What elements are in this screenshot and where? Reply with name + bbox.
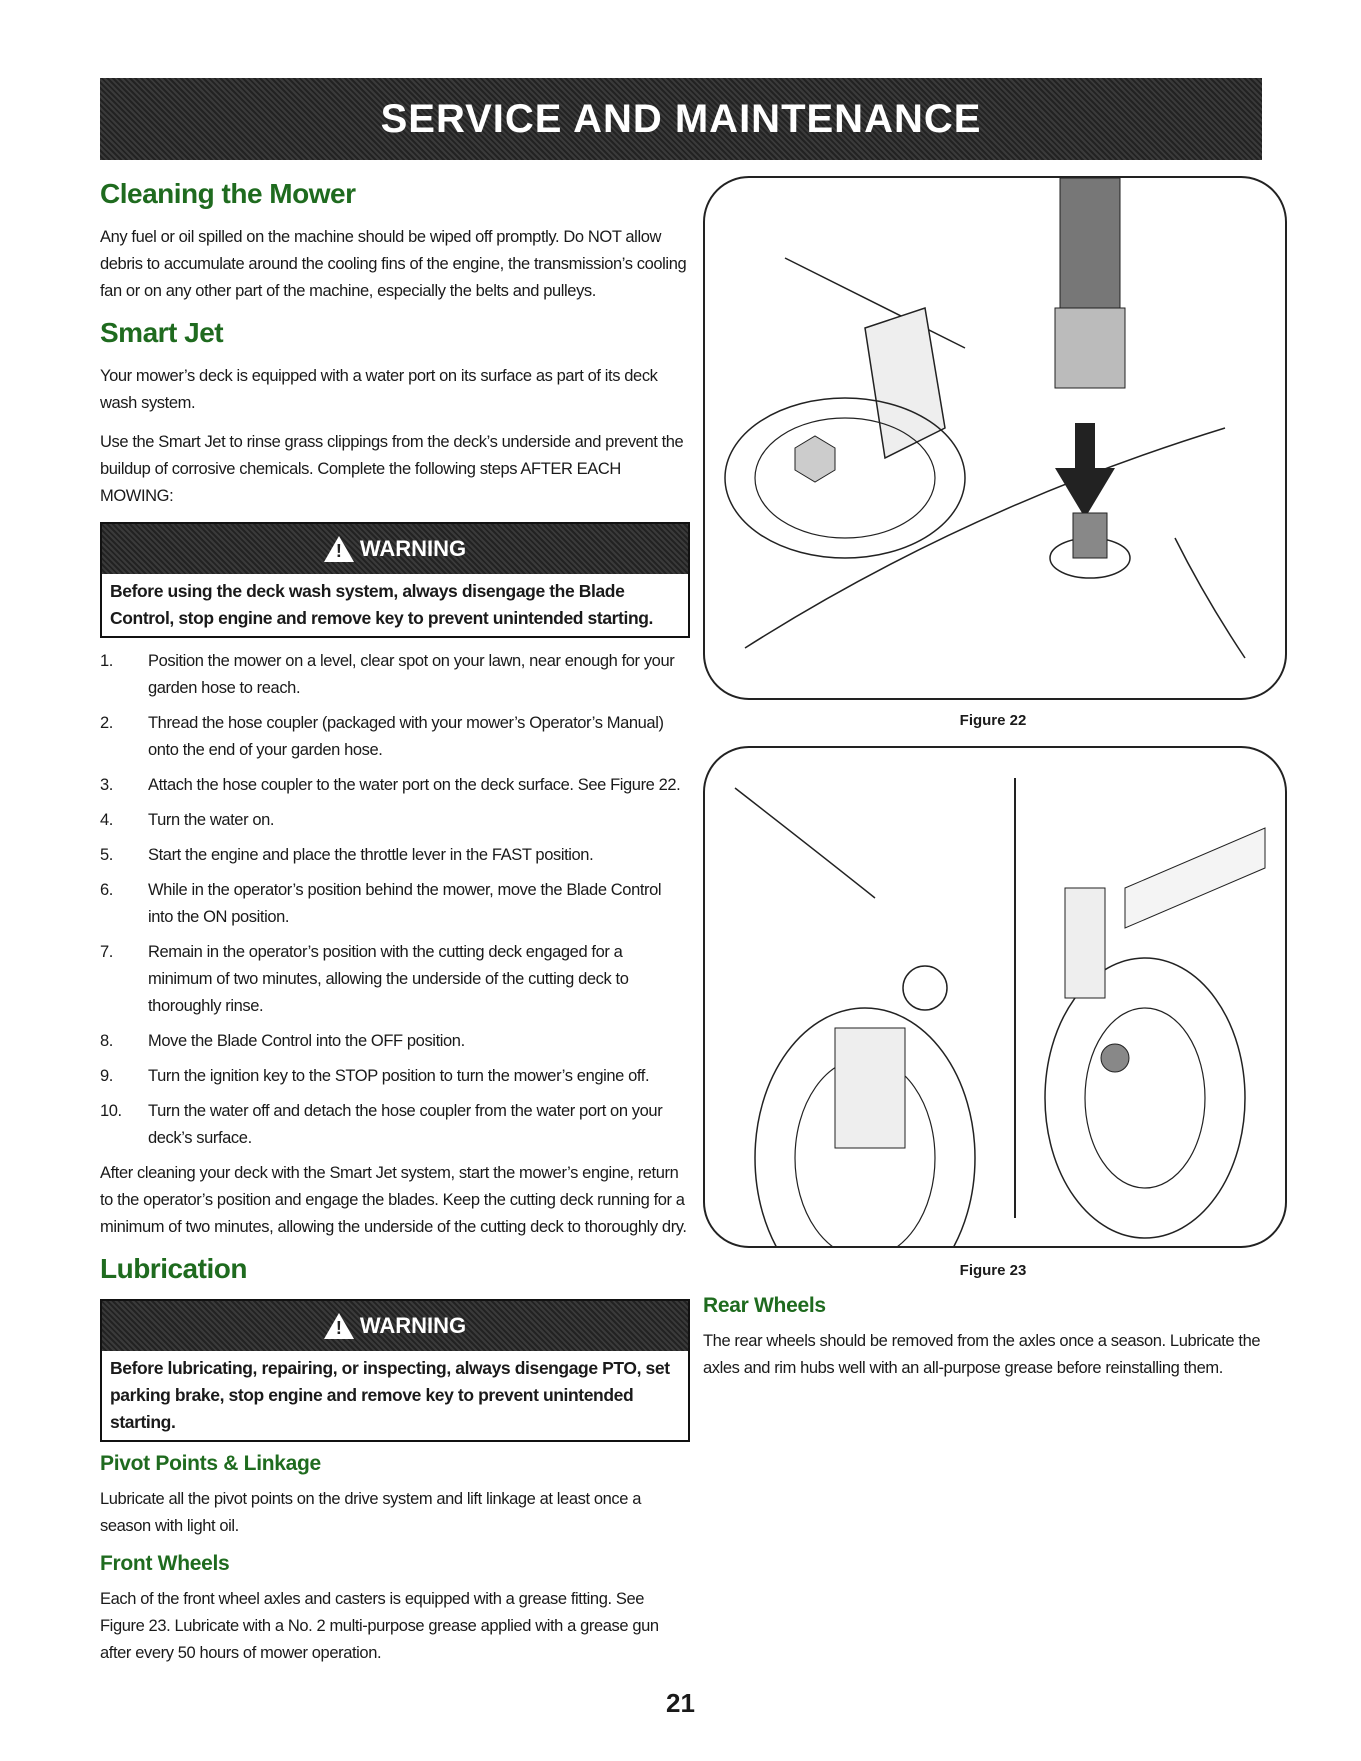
warning-header — [102, 1301, 688, 1351]
warning-text: Before lubricating, repairing, or inspecting, always disengage PTO, set parking brake, stop engine and remove key to prevent unintended starting. — [110, 1358, 670, 1432]
warning-text: Before using the deck wash system, always disengage the Blade Control, stop engine and remove key to prevent unintended starting. — [110, 581, 653, 628]
smartjet-heading: Smart Jet — [100, 317, 224, 348]
pivot-heading: Pivot Points & Linkage — [100, 1452, 321, 1475]
lubrication-heading: Lubrication — [100, 1253, 247, 1284]
list-item: 4. Turn the water on. — [100, 811, 275, 829]
list-item: 10. Turn the water off and detach the hose coupler from the water port on your deck’s surface. — [100, 1102, 663, 1147]
cleaning-heading: Cleaning the Mower — [100, 178, 356, 209]
right-column — [703, 1294, 1263, 1394]
warning-box-deckwash — [100, 522, 690, 638]
page-number: 21 — [666, 1688, 695, 1718]
smartjet-after: After cleaning your deck with the Smart Jet system, start the mower’s engine, return to the operator’s position and engage the blades. Keep the cutting deck running for a minimum of two minutes, allowing the underside of the cutting deck to thoroughly dry. — [100, 1164, 687, 1236]
list-item: 5. Start the engine and place the throttle lever in the FAST position. — [100, 846, 594, 864]
warning-title: WARNING — [359, 536, 467, 561]
page-title: SERVICE AND MAINTENANCE — [380, 96, 982, 141]
figure-22-illustration — [703, 176, 1287, 700]
warning-header — [102, 524, 688, 574]
warning-triangle-icon — [324, 536, 354, 562]
smartjet-intro: Your mower’s deck is equipped with a water port on its surface as part of its deck wash system. — [100, 367, 658, 412]
list-item: 6. While in the operator’s position behind the mower, move the Blade Control into the ON position. — [100, 881, 662, 926]
warning-triangle-icon — [324, 1313, 354, 1339]
warning-box-lubrication — [100, 1299, 690, 1442]
figure-23-illustration — [703, 746, 1287, 1248]
rear-wheels-body: The rear wheels should be removed from the axles once a season. Lubricate the axles and rim hubs well with an all-purpose grease before reinstalling them. — [703, 1332, 1261, 1377]
left-column — [100, 178, 690, 1679]
list-item: 1. Position the mower on a level, clear spot on your lawn, near enough for your garden hose to reach. — [100, 652, 675, 697]
figure-23-caption: Figure 23 — [959, 1262, 1027, 1279]
front-wheels-heading: Front Wheels — [100, 1552, 230, 1575]
list-item: 8. Move the Blade Control into the OFF position. — [100, 1032, 465, 1050]
cleaning-body: Any fuel or oil spilled on the machine should be wiped off promptly. Do NOT allow debris to accumulate around the cooling fins of the engine, the transmission’s cooling fan or on any other part of the machine, especially the belts and pulleys. — [100, 228, 687, 300]
list-item: 2. Thread the hose coupler (packaged with your mower’s Operator’s Manual) onto the end of your garden hose. — [100, 714, 664, 759]
figure-22-caption: Figure 22 — [959, 712, 1027, 729]
caster-wheels-illustration — [705, 748, 1285, 1246]
smartjet-instructions: Use the Smart Jet to rinse grass clippings from the deck’s underside and prevent the buildup of corrosive chemicals. Complete the following steps AFTER EACH MOWING: — [100, 433, 684, 505]
list-item: 7. Remain in the operator’s position with the cutting deck engaged for a minimum of two minutes, allowing the underside of the cutting deck to thoroughly rinse. — [100, 943, 629, 1015]
pivot-body: Lubricate all the pivot points on the drive system and lift linkage at least once a season with light oil. — [100, 1490, 641, 1535]
list-item: 3. Attach the hose coupler to the water port on the deck surface. See Figure 22. — [100, 776, 681, 794]
list-item: 9. Turn the ignition key to the STOP position to turn the mower’s engine off. — [100, 1067, 650, 1085]
section-banner — [100, 78, 1262, 160]
front-wheels-body: Each of the front wheel axles and casters is equipped with a grease fitting. See Figure 23. Lubricate with a No. 2 multi-purpose grease applied with a grease gun after every 50 hours of mower operation. — [100, 1590, 659, 1662]
warning-title: WARNING — [359, 1313, 467, 1338]
hose-coupler-illustration — [705, 178, 1285, 698]
smartjet-steps — [100, 648, 690, 1152]
rear-wheels-heading: Rear Wheels — [703, 1294, 826, 1317]
